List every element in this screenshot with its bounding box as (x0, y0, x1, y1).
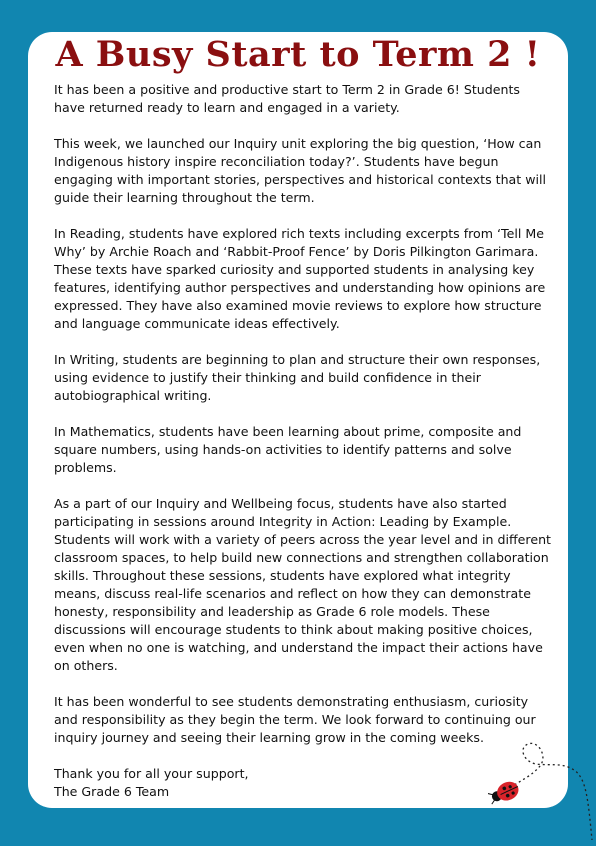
paragraph-inquiry: This week, we launched our Inquiry unit exploring the big question, ‘How can Indigenous history inspire reconciliation today?’. Students have begun engaging with important stories, perspectives and historical contexts that will guide their learning throughout the term. (54, 136, 547, 205)
ladybug-decoration (488, 736, 596, 842)
ladybug-icon (488, 778, 522, 807)
ladybug-trail (488, 736, 596, 842)
paragraph-intro: It has been a positive and productive start to Term 2 in Grade 6! Students have returned ready to learn and engaged in a variety. (54, 82, 520, 115)
signoff-team: The Grade 6 Team (54, 784, 170, 799)
paragraph-wellbeing: As a part of our Inquiry and Wellbeing focus, students have also started participating in sessions around Integrity in Action: Leading by Example. Students will work with a variety of peers across the year level and in different classroom spaces, to help build new connections and strengthen collaboration skills. Throughout these sessions, students have explored what integrity means, discuss real-life scenarios and reflect on how they can demonstrate honesty, responsibility and leadership as Grade 6 role models. These discussions will encourage students to think about making positive choices, even when no one is watching, and understand the impact their actions have on others. (54, 496, 551, 673)
page-title: A Busy Start to Term 2 ! (55, 34, 541, 75)
paragraph-closing: It has been wonderful to see students demonstrating enthusiasm, curiosity and responsibility as they begin the term. We look forward to continuing our inquiry journey and seeing their learning grow in the coming weeks. (54, 694, 536, 745)
signoff-thanks: Thank you for all your support, (54, 766, 249, 781)
paragraph-mathematics: In Mathematics, students have been learning about prime, composite and square numbers, using hands-on activities to identify patterns and solve problems. (54, 424, 522, 475)
paragraph-writing: In Writing, students are beginning to plan and structure their own responses, using evidence to justify their thinking and build confidence in their autobiographical writing. (54, 352, 541, 403)
newsletter-body (54, 81, 554, 801)
signoff (54, 765, 554, 801)
newsletter-card (28, 32, 568, 808)
paragraph-reading: In Reading, students have explored rich texts including excerpts from ‘Tell Me Why’ by Archie Roach and ‘Rabbit-Proof Fence’ by Doris Pilkington Garimara. These texts have sparked curiosity and supported students in analysing key features, identifying author perspectives and understanding how opinions are expressed. They have also examined movie reviews to explore how structure and language communicate ideas effectively. (54, 226, 546, 331)
